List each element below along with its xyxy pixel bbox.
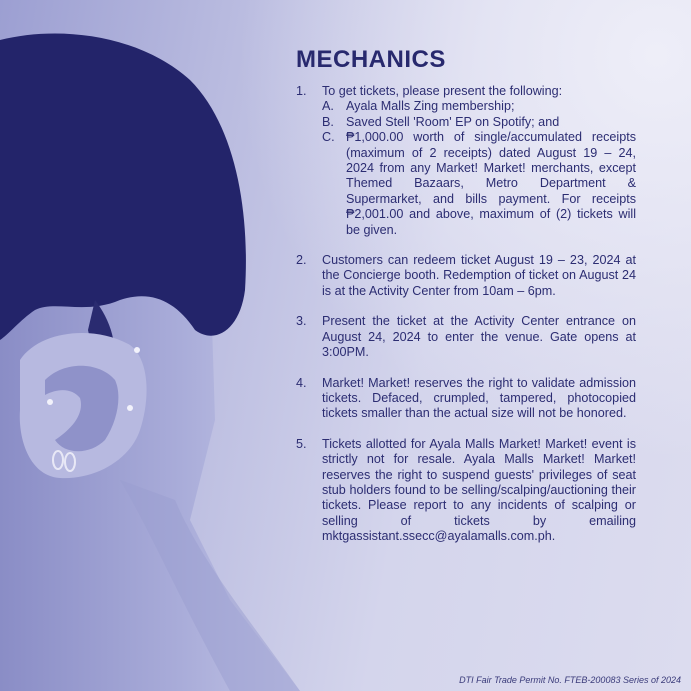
- rule-number: 1.: [296, 84, 307, 98]
- rule-item: [296, 84, 636, 238]
- earring-stud: [134, 347, 140, 353]
- requirement-text: Ayala Malls Zing membership;: [346, 99, 515, 114]
- rule-text: Market! Market! reserves the right to validate admission tickets. Defaced, crumpled, tampered, photocopied tickets smaller than the actual size will not be honored.: [322, 375, 636, 421]
- rule-number: 2.: [296, 253, 307, 268]
- rule-number: 5.: [296, 436, 307, 451]
- mechanics-title: MECHANICS: [296, 46, 446, 73]
- requirement-letter: B.: [322, 114, 334, 129]
- hair-shape: [0, 33, 246, 340]
- requirement-text: Saved Stell 'Room' EP on Spotify; and: [346, 114, 560, 129]
- rule-item: [296, 314, 636, 360]
- requirement-item: [322, 99, 636, 114]
- rule-number: 3.: [296, 314, 307, 329]
- requirement-text: ₱1,000.00 worth of single/accumulated receipts (maximum of 2 receipts) dated August 19 – 24, 2024 from any Market! Market! merchants, except Themed Bazaars, Metro Department & Supermarket, and bills payment. For receipts ₱2,001.00 and above, maximum of (2) tickets will be given.: [346, 130, 636, 237]
- requirement-letter: A.: [322, 99, 334, 114]
- permit-number: DTI Fair Trade Permit No. FTEB-200083 Series of 2024: [459, 675, 681, 685]
- rule-item: [296, 253, 636, 299]
- mechanics-list: [296, 84, 636, 560]
- rule-item: [296, 376, 636, 422]
- rule-text: To get tickets, please present the following:: [322, 84, 563, 98]
- rule-text: Tickets allotted for Ayala Malls Market! Market! event is strictly not for resale. Ayala Malls Market! Market! reserves the right to suspend guests' privileges of seat stub holders found to be selling/scalping/auctioning their tickets. Please report to any incidents of scalping or selling of tickets by emailing mktgassistant.ssecc@ayalamalls.com.ph.: [322, 436, 636, 544]
- rule-text: Present the ticket at the Activity Center entrance on August 24, 2024 to enter the venue. Gate opens at 3:00PM.: [322, 314, 636, 360]
- requirement-item: [322, 130, 636, 238]
- rule-number: 4.: [296, 375, 307, 390]
- rule-body: [322, 84, 636, 238]
- rule-item: [296, 437, 636, 545]
- earring-stud: [127, 405, 133, 411]
- requirement-item: [322, 115, 636, 130]
- earring-stud: [47, 399, 53, 405]
- rule-text: Customers can redeem ticket August 19 – 23, 2024 at the Concierge booth. Redemption of ticket on August 24 is at the Activity Center from 10am – 6pm.: [322, 253, 636, 298]
- requirement-letter: C.: [322, 130, 335, 145]
- requirement-list: [322, 99, 636, 238]
